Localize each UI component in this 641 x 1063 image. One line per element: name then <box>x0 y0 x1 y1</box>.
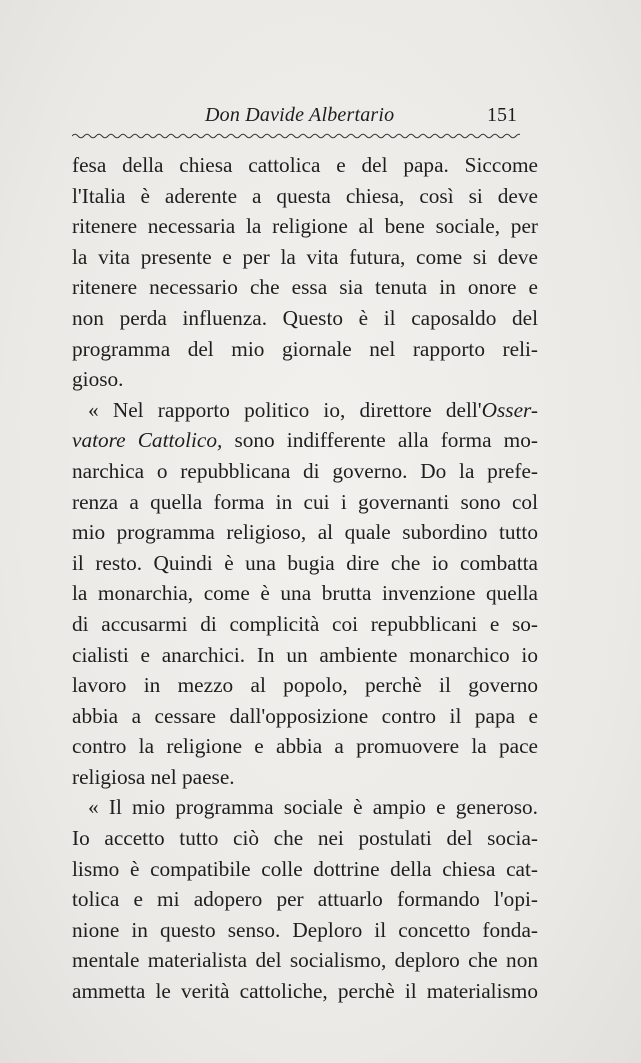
text-line: religiosa nel paese. <box>72 764 235 789</box>
text-line: tolica e mi adopero per attuarlo formando l'opi- <box>72 887 538 912</box>
running-title: Don Davide Albertario <box>205 104 395 126</box>
text-line: cialisti e anarchici. In un ambiente monarchico io <box>72 642 538 667</box>
body-text <box>72 150 538 1007</box>
text-line: mio programma religioso, al quale subordino tutto <box>72 520 538 545</box>
newspaper-title: Osser- <box>481 397 538 422</box>
text-line: narchica o repubblicana di governo. Do la prefe- <box>72 458 538 483</box>
text-fragment: sono indifferente alla forma mo- <box>222 428 538 453</box>
page-header <box>0 104 641 134</box>
text-line: lismo è compatibile colle dottrine della chiesa cat- <box>72 856 538 881</box>
text-line-italic-ref <box>72 425 538 456</box>
text-line: la monarchia, come è una brutta invenzione quella <box>72 581 538 606</box>
page-number: 151 <box>487 104 517 126</box>
decorative-wavy-rule <box>72 132 520 140</box>
text-line: gioso. <box>72 367 124 392</box>
text-line-italic-ref <box>72 395 538 426</box>
text-line: « Il mio programma sociale è ampio e generoso. <box>88 795 538 820</box>
text-line: la vita presente e per la vita futura, come si deve <box>72 244 538 269</box>
text-line: l'Italia è aderente a questa chiesa, così si deve <box>72 183 538 208</box>
text-line: renza a quella forma in cui i governanti sono col <box>72 489 538 514</box>
text-line: di accusarmi di complicità coi repubblicani e so- <box>72 611 538 636</box>
text-fragment: « Nel rapporto politico io, direttore dell' <box>88 397 482 422</box>
text-line: programma del mio giornale nel rapporto reli- <box>72 336 538 361</box>
text-line: nione in questo senso. Deploro il concetto fonda- <box>72 917 538 942</box>
text-line: contro la religione e abbia a promuovere la pace <box>72 734 538 759</box>
text-line: ammetta le verità cattoliche, perchè il materialismo <box>72 979 538 1004</box>
newspaper-title: vatore Cattolico, <box>72 428 223 453</box>
text-line: fesa della chiesa cattolica e del papa. Siccome <box>72 153 538 177</box>
text-line: abbia a cessare dall'opposizione contro il papa e <box>72 703 538 728</box>
text-line: non perda influenza. Questo è il caposaldo del <box>72 305 538 330</box>
text-line: ritenere necessario che essa sia tenuta in onore e <box>72 275 538 300</box>
text-line: Io accetto tutto ciò che nei postulati del socia- <box>72 826 538 851</box>
text-line: ritenere necessaria la religione al bene sociale, per <box>72 214 538 239</box>
text-line: mentale materialista del socialismo, deploro che non <box>72 948 538 973</box>
text-line: il resto. Quindi è una bugia dire che io combatta <box>72 550 538 575</box>
text-line: lavoro in mezzo al popolo, perchè il governo <box>72 673 538 698</box>
